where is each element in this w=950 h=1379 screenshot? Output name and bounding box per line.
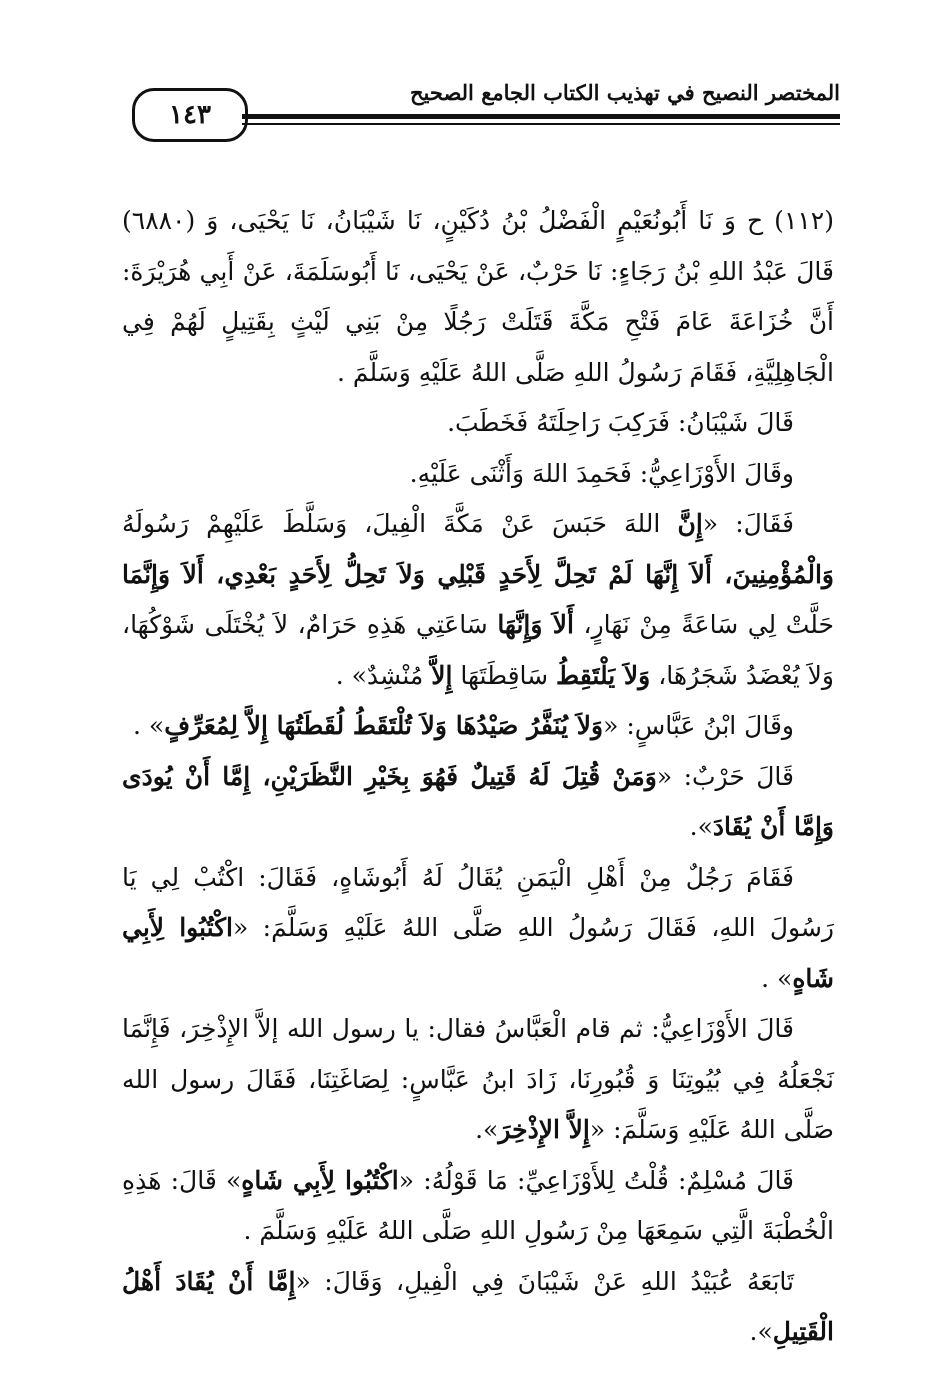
paragraph-text: (١١٢) ح وَ نَا أَبُونُعَيْمٍ الْفَضْلُ بْنُ دُكَيْنٍ، نَا شَيْبَانُ، نَا يَحْيَى، وَ (٦٨٨٠) قَالَ عَبْدُ اللهِ بْنُ رَجَاءٍ: نَا حَرْبٌ، عَنْ يَحْيَى، نَا أَبُوسَلَمَةَ، عَنْ أَبِي هُرَيْرَةَ: أَنَّ خُزَاعَةَ عَامَ فَتْحِ مَكَّةَ قَتَلَتْ رَجُلًا مِنْ بَنِي لَيْثٍ بِقَتِيلٍ لَهُمْ فِي الْجَاهِلِيَّةِ، فَقَامَ رَسُولُ اللهِ صَلَّى اللهُ عَلَيْهِ وَسَلَّمَ . (122, 206, 834, 387)
paragraph-text: » . (133, 711, 165, 740)
page-body (122, 196, 834, 1358)
page-number: ١٤٣ (132, 88, 248, 142)
page-header (120, 78, 840, 148)
paragraph (122, 853, 834, 1005)
hadith-text: وَلاَ يَلْتَقِطُ (556, 660, 651, 690)
hadith-text: إِنَّ (677, 509, 703, 538)
paragraph-text: فَقَالَ: « (702, 509, 795, 538)
header-rule-thick (242, 114, 840, 119)
paragraph-text: وقَالَ الأَوْزَاعِيُّ: فَحَمِدَ اللهَ وَأَثْنَى عَلَيْهِ. (409, 458, 794, 488)
paragraph-text: ». (749, 1317, 773, 1346)
paragraph-text: قَالَ شَيْبَانُ: فَرَكِبَ رَاحِلَتَهُ فَخَطَبَ. (447, 408, 794, 437)
paragraph (122, 196, 834, 398)
paragraph (122, 1156, 834, 1257)
paragraph (122, 1004, 834, 1156)
paragraph-text: وقَالَ ابْنُ عَبَّاسٍ: « (603, 711, 794, 740)
paragraph (122, 1257, 834, 1358)
paragraph (122, 398, 834, 449)
hadith-text: إِلاَّ (431, 660, 453, 690)
paragraph-text: تَابَعَهُ عُبَيْدُ اللهِ عَنْ شَيْبَانَ فِي الْفِيلِ، وَقَالَ: « (295, 1266, 795, 1296)
paragraph-text: ». (475, 1115, 499, 1144)
paragraph-text: ». (689, 812, 713, 841)
hadith-text: وَلاَ يُنَفَّرُ صَيْدُهَا وَلاَ تُلْتَقَطُ لُقَطَتُهَا إِلاَّ لِمُعَرِّفٍ (164, 711, 604, 740)
paragraph-text: سَاعَتِي هَذِهِ حَرَامٌ، لاَ يُخْتَلَى شَوْكُهَا، وَلاَ يُعْضَدُ شَجَرُهَا، (122, 610, 834, 690)
paragraph-text: فَقَامَ رَجُلٌ مِنْ أَهْلِ الْيَمَنِ يُقَالُ لَهُ أَبُوشَاهٍ، فَقَالَ: اكْتُبْ لِي يَا رَسُولَ اللهِ، فَقَالَ رَسُولُ اللهِ صَلَّى اللهُ عَلَيْهِ وَسَلَّمَ: « (122, 862, 834, 942)
paragraph-text: حَلَّتْ لِي سَاعَةً مِنْ نَهَارٍ، (573, 610, 834, 639)
hadith-text: إِمَّا أَنْ يُقَادَ أَهْلُ الْقَتِيلِ (122, 1266, 834, 1346)
hadith-text: اكْتُبُوا لِأَبِي شَاهٍ (241, 1165, 399, 1195)
paragraph-text: مُنْشِدٌ» . (335, 660, 432, 690)
paragraph-text: قَالَ الأَوْزَاعِيُّ: ثم قام الْعَبَّاسُ فقال: يا رسول الله إلاَّ الإِذْخِرَ، فَإِنَّمَا نَجْعَلُهُ فِي بُيُوتِنَا وَ قُبُورِنَا، زَادَ ابنُ عَبَّاسٍ: لِصَاغَتِنَا، فَقَالَ رسول الله صَلَّى اللهُ عَلَيْهِ وَسَلَّمَ: « (122, 1014, 834, 1144)
paragraph-text: قَالَ مُسْلِمٌ: قُلْتُ لِلأَوْزَاعِيِّ: مَا قَوْلُهُ: « (398, 1165, 795, 1195)
header-rule-thin (242, 123, 840, 125)
running-title: المختصر النصيح في تهذيب الكتاب الجامع الصحيح (410, 80, 840, 105)
paragraph (122, 499, 834, 701)
paragraph-text: » قَالَ: هَذِهِ الْخُطْبَةَ الَّتِي سَمِعَهَا مِنْ رَسُولِ اللهِ صَلَّى اللهُ عَلَيْهِ وَسَلَّمَ . (122, 1165, 834, 1245)
hadith-text: وَمَنْ قُتِلَ لَهُ قَتِيلٌ فَهُوَ بِخَيْرِ النَّظَرَيْنِ، إِمَّا أَنْ يُودَى وَإِمَّا أَنْ يُقَادَ (122, 761, 834, 841)
hadith-text: إِلاَّ الإِذْخِرَ (498, 1115, 590, 1144)
paragraph-text: سَاقِطَتَهَا (452, 660, 557, 690)
paragraph (122, 701, 834, 752)
paragraph-text: » . (761, 963, 793, 993)
paragraph-text: قَالَ حَرْبٌ: « (656, 761, 794, 791)
paragraph (122, 752, 834, 853)
hadith-text: اكْتُبُوا لِأَبِي شَاهٍ (122, 913, 834, 993)
paragraph-text: اللهَ حَبَسَ عَنْ مَكَّةَ الْفِيلَ، وَسَلَّطَ عَلَيْهِمْ رَسُولَهُ (122, 509, 678, 538)
hadith-text: وَالْمُؤْمِنِينَ، أَلاَ إِنَّهَا لَمْ تَحِلَّ لِأَحَدٍ قَبْلِي وَلاَ تَحِلُّ لِأَحَدٍ بَعْدِي، أَلاَ وَإِنَّمَا (122, 559, 834, 589)
hadith-text: أَلاَ وَإِنَّهَا (497, 610, 574, 639)
paragraph (122, 449, 834, 500)
